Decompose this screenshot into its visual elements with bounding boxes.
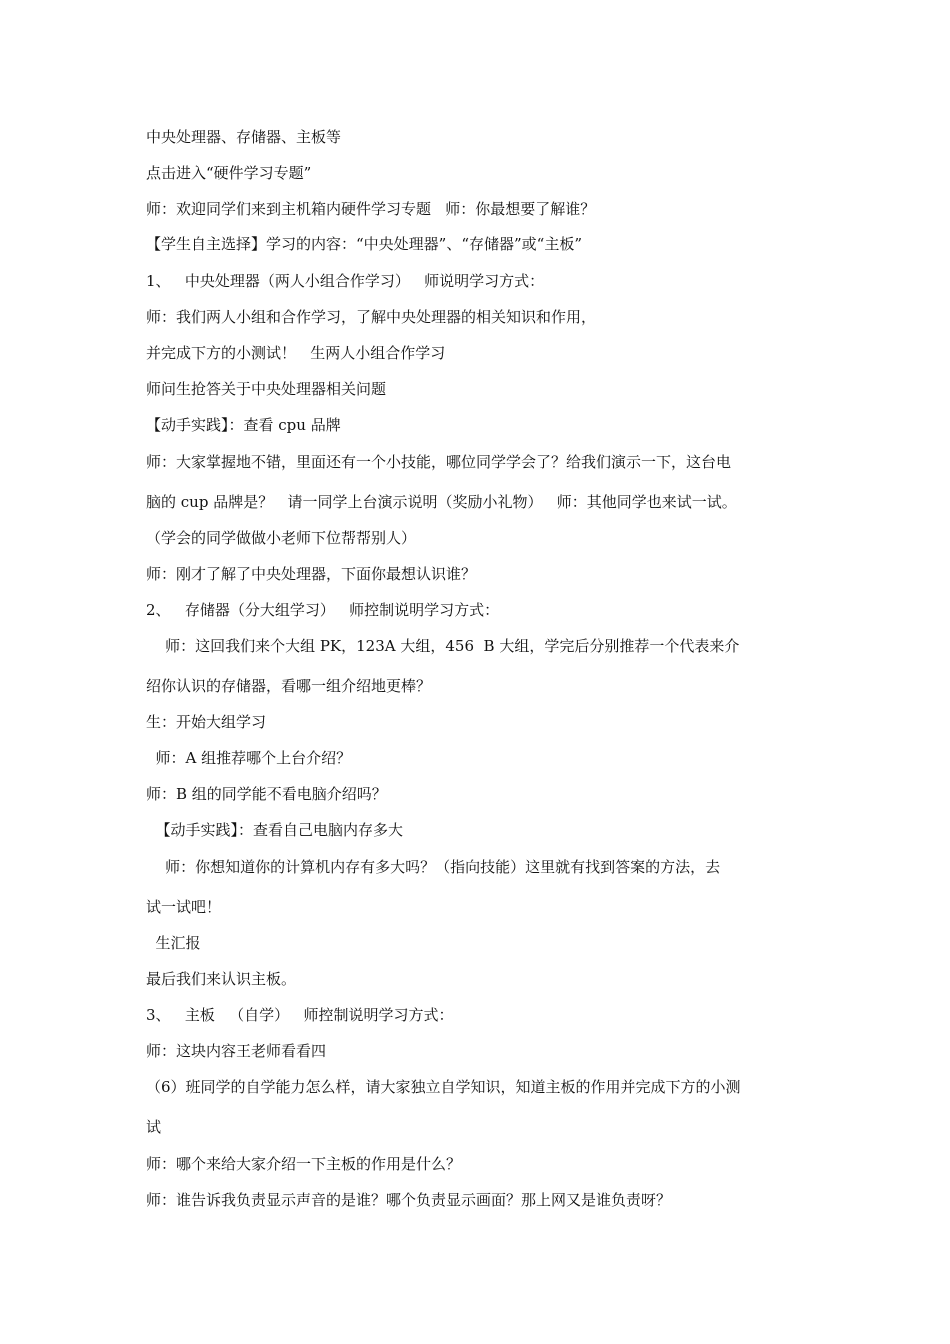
numbered-heading: 1、 中央处理器（两人小组合作学习） 师说明学习方式： (146, 272, 545, 290)
text-line: 师：A 组推荐哪个上台介绍？ (146, 749, 352, 767)
numbered-heading: 3、 主板 （自学） 师控制说明学习方式： (146, 1006, 454, 1024)
text-line: 并完成下方的小测试！ 生两人小组合作学习 (146, 344, 446, 362)
text-line: 点击进入“硬件学习专题” (146, 164, 312, 182)
text-line: 【学生自主选择】学习的内容：“中央处理器”、“存储器”或“主板” (146, 235, 583, 253)
text-line: 【动手实践】：查看 cpu 品牌 (146, 416, 341, 434)
text-line: 生：开始大组学习 (146, 713, 267, 731)
text-line: 师：哪个来给大家介绍一下主板的作用是什么？ (146, 1155, 462, 1173)
text-line: 师问生抢答关于中央处理器相关问题 (146, 380, 387, 398)
text-line: 中央处理器、存储器、主板等 (146, 128, 342, 146)
text-line: 师：谁告诉我负责显示声音的是谁？哪个负责显示画面？那上网又是谁负责呀？ (146, 1191, 672, 1209)
text-line: 最后我们来认识主板。 (146, 970, 297, 988)
text-line: 生汇报 (146, 934, 201, 952)
text-line: （学会的同学做做小老师下位帮帮别人） (146, 529, 417, 547)
text-line: 师：这回我们来个大组 PK，123A 大组，456 B 大组，学完后分别推荐一个代表来介 (146, 637, 740, 655)
text-line: 师：你想知道你的计算机内存有多大吗？（指向技能）这里就有找到答案的方法，去 (146, 858, 721, 876)
text-line: 师：刚才了解了中央处理器，下面你最想认识谁？ (146, 565, 477, 583)
text-line: 脑的 cup 品牌是？ 请一同学上台演示说明（奖励小礼物） 师：其他同学也来试一试。 (146, 493, 737, 511)
text-line: （6）班同学的自学能力怎么样，请大家独立自学知识，知道主板的作用并完成下方的小测 (146, 1078, 741, 1096)
text-line: 【动手实践】：查看自己电脑内存多大 (146, 821, 404, 839)
text-line: 师：这块内容王老师看看四 (146, 1042, 327, 1060)
text-line: 师：B 组的同学能不看电脑介绍吗？ (146, 785, 387, 803)
text-line: 试 (146, 1118, 162, 1136)
text-line: 绍你认识的存储器，看哪一组介绍地更棒？ (146, 677, 432, 695)
text-line: 师：欢迎同学们来到主机箱内硬件学习专题 师：你最想要了解谁？ (146, 200, 596, 218)
text-line: 师：大家掌握地不错，里面还有一个小技能，哪位同学学会了？给我们演示一下，这台电 (146, 453, 732, 471)
numbered-heading: 2、 存储器（分大组学习） 师控制说明学习方式： (146, 601, 500, 619)
text-line: 师：我们两人小组和合作学习，了解中央处理器的相关知识和作用， (146, 308, 597, 326)
text-line: 试一试吧！ (146, 898, 222, 916)
